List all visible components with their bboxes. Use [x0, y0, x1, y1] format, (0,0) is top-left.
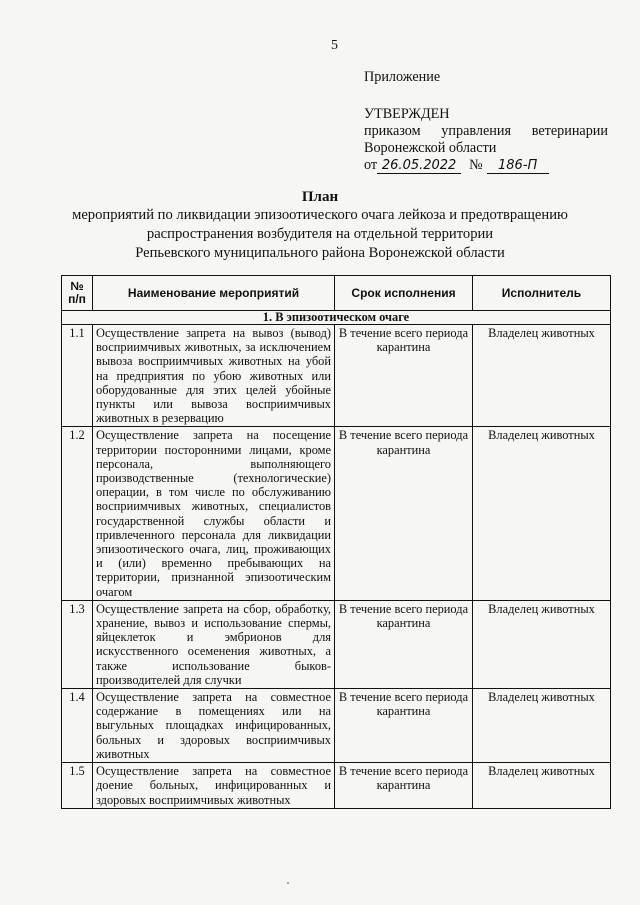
measure-name: Осуществление запрета на совместное содержание в помещениях или на выгульных площадках инфицированных, больных и здоровых восприимчивых животных: [93, 689, 335, 763]
header-term: Срок исполнения: [335, 276, 473, 311]
subtitle-line-1: мероприятий по ликвидации эпизоотического очага лейкоза и предотвращению: [72, 207, 568, 223]
measure-executor: Владелец животных: [473, 600, 611, 688]
number-label: №: [469, 157, 483, 173]
measure-executor: Владелец животных: [473, 427, 611, 600]
handwritten-date: 26.05.2022: [377, 158, 461, 174]
table-row: [62, 689, 611, 763]
header-executor: Исполнитель: [473, 276, 611, 311]
row-number: 1.4: [62, 689, 93, 763]
table-header-row: [62, 276, 611, 311]
row-number: 1.2: [62, 427, 93, 600]
measure-term: В течение всего периода карантина: [335, 689, 473, 763]
table-row: [62, 763, 611, 809]
approved-label: УТВЕРЖДЕН: [364, 106, 450, 122]
measure-name: Осуществление запрета на вывоз (вывод) восприимчивых животных, за исключением вывоза восприимчивых животных на убой на предприятия по убою животных или оборудованные для этих целей убойные пункты или вывоза восприимчивых животных в резервацию: [93, 325, 335, 427]
header-num: № п/п: [62, 276, 93, 311]
row-number: 1.3: [62, 600, 93, 688]
measure-name: Осуществление запрета на совместное доение больных, инфицированных и здоровых восприимчивых животных: [93, 763, 335, 809]
subtitle-line-2: распространения возбудителя на отдельной территории: [146, 226, 494, 242]
measure-executor: Владелец животных: [473, 325, 611, 427]
table-row: [62, 427, 611, 600]
header-name: Наименование мероприятий: [93, 276, 335, 311]
order-date-number-line: [364, 157, 608, 174]
measure-term: В течение всего периода карантина: [335, 600, 473, 688]
approval-block: [364, 69, 608, 174]
measure-term: В течение всего периода карантина: [335, 763, 473, 809]
section-title: 1. В эпизоотическом очаге: [62, 311, 611, 325]
measure-term: В течение всего периода карантина: [335, 427, 473, 600]
handwritten-order-number: 186-П: [487, 158, 549, 174]
row-number: 1.1: [62, 325, 93, 427]
table-row: [62, 325, 611, 427]
from-prefix: от: [364, 157, 378, 173]
section-row: [62, 311, 611, 325]
scan-speck: [287, 882, 289, 884]
order-line-1: приказом управления ветеринарии: [364, 123, 608, 139]
document-subtitle: [40, 206, 600, 263]
measure-name: Осуществление запрета на сбор, обработку, хранение, вывоз и использование спермы, яйцеклеток и эмбрионов для искусственного осеменения животных, а также использование быков-производителей для случки: [93, 600, 335, 688]
appendix-label: Приложение: [364, 69, 441, 85]
table-row: [62, 600, 611, 688]
subtitle-line-3: Репьевского муниципального района Воронежской области: [135, 245, 505, 261]
measure-executor: Владелец животных: [473, 689, 611, 763]
measure-term: В течение всего периода карантина: [335, 325, 473, 427]
measures-table: [61, 275, 611, 809]
measure-name: Осуществление запрета на посещение территории посторонними лицами, кроме персонала, выполняющего производственные (технологические) операции, в том числе по обслуживанию восприимчивых животных, специалистов государственной службы области и привлеченного персонала для ликвидации эпизоотического очага, лиц, проживающих и (или) временно пребывающих на территории, признанной эпизоотическим очагом: [93, 427, 335, 600]
page-number: 5: [331, 38, 338, 53]
measure-executor: Владелец животных: [473, 763, 611, 809]
order-line-2: Воронежской области: [364, 140, 497, 156]
document-title: План: [301, 189, 339, 205]
row-number: 1.5: [62, 763, 93, 809]
